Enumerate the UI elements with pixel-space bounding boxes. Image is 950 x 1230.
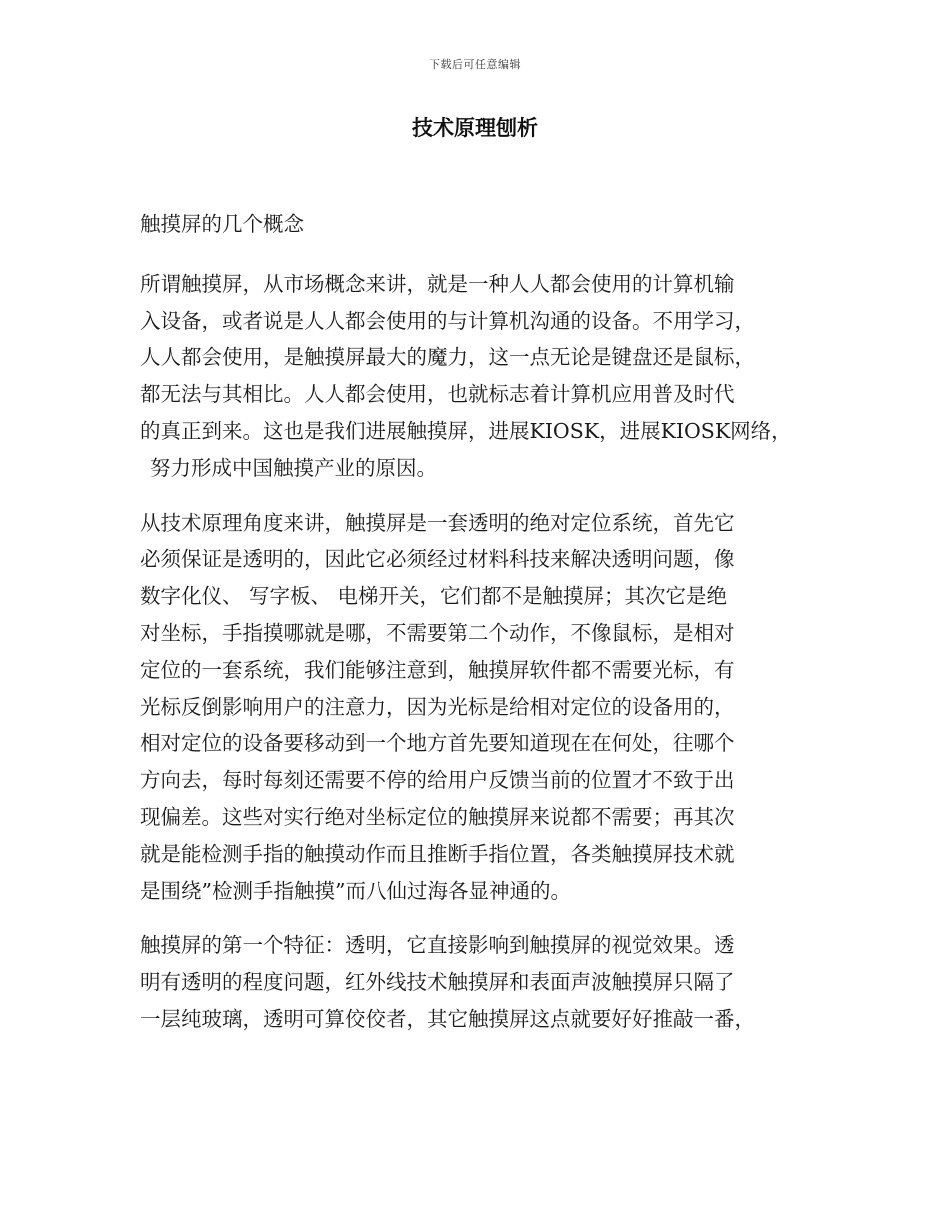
paragraph-line: 数字化仪、 写字板、 电梯开关，它们都不是触摸屏；其次它是绝 bbox=[140, 584, 728, 609]
paragraph-line: 必须保证是透明的，因此它必须经过材料科技来解决透明问题，像 bbox=[140, 547, 735, 572]
paragraph-line: 就是能检测手指的触摸动作而且推断手指位置，各类触摸屏技术就 bbox=[140, 841, 735, 866]
document-body bbox=[140, 206, 816, 1056]
running-header: 下载后可任意编辑 bbox=[429, 58, 521, 71]
paragraph-line: 明有透明的程度问题，红外线技术触摸屏和表面声波触摸屏只隔了 bbox=[140, 970, 735, 995]
section-heading: 触摸屏的几个概念 bbox=[140, 212, 304, 236]
paragraph-line: 入设备，或者说是人人都会使用的与计算机沟通的设备。不用学习， bbox=[140, 308, 755, 333]
paragraph-line: 一层纯玻璃，透明可算佼佼者，其它触摸屏这点就要好好推敲一番， bbox=[140, 1006, 755, 1031]
paragraph-1 bbox=[140, 266, 816, 487]
paragraph-line: 从技术原理角度来讲，触摸屏是一套透明的绝对定位系统，首先它 bbox=[140, 510, 735, 535]
paragraph-line: 努力形成中国触摸产业的原因。 bbox=[150, 455, 437, 480]
paragraph-line: 都无法与其相比。人人都会使用，也就标志着计算机应用普及时代 bbox=[140, 382, 735, 407]
paragraph-line: 对坐标，手指摸哪就是哪，不需要第二个动作，不像鼠标，是相对 bbox=[140, 620, 735, 645]
paragraph-line: 触摸屏的第一个特征：透明，它直接影响到触摸屏的视觉效果。透 bbox=[140, 933, 735, 958]
paragraph-line: 现偏差。这些对实行绝对坐标定位的触摸屏来说都不需要；再其次 bbox=[140, 804, 735, 829]
paragraph-line: 的真正到来。这也是我们进展触摸屏，进展KIOSK，进展KIOSK网络， bbox=[140, 418, 792, 443]
paragraph-line: 定位的一套系统，我们能够注意到，触摸屏软件都不需要光标，有 bbox=[140, 657, 735, 682]
paragraph-line: 方向去，每时每刻还需要不停的给用户反馈当前的位置才不致于出 bbox=[140, 768, 735, 793]
paragraph-line: 光标反倒影响用户的注意力，因为光标是给相对定位的设备用的， bbox=[140, 694, 735, 719]
paragraph-line: 所谓触摸屏，从市场概念来讲，就是一种人人都会使用的计算机输 bbox=[140, 271, 735, 296]
paragraph-3 bbox=[140, 927, 816, 1037]
paragraph-line: 人人都会使用，是触摸屏最大的魔力，这一点无论是键盘还是鼠标， bbox=[140, 345, 755, 370]
paragraph-2 bbox=[140, 505, 816, 910]
paragraph-line: 是围绕”检测手指触摸”而八仙过海各显神通的。 bbox=[140, 878, 571, 903]
paragraph-line: 相对定位的设备要移动到一个地方首先要知道现在在何处，往哪个 bbox=[140, 731, 735, 756]
document-title: 技术原理刨析 bbox=[412, 116, 538, 140]
